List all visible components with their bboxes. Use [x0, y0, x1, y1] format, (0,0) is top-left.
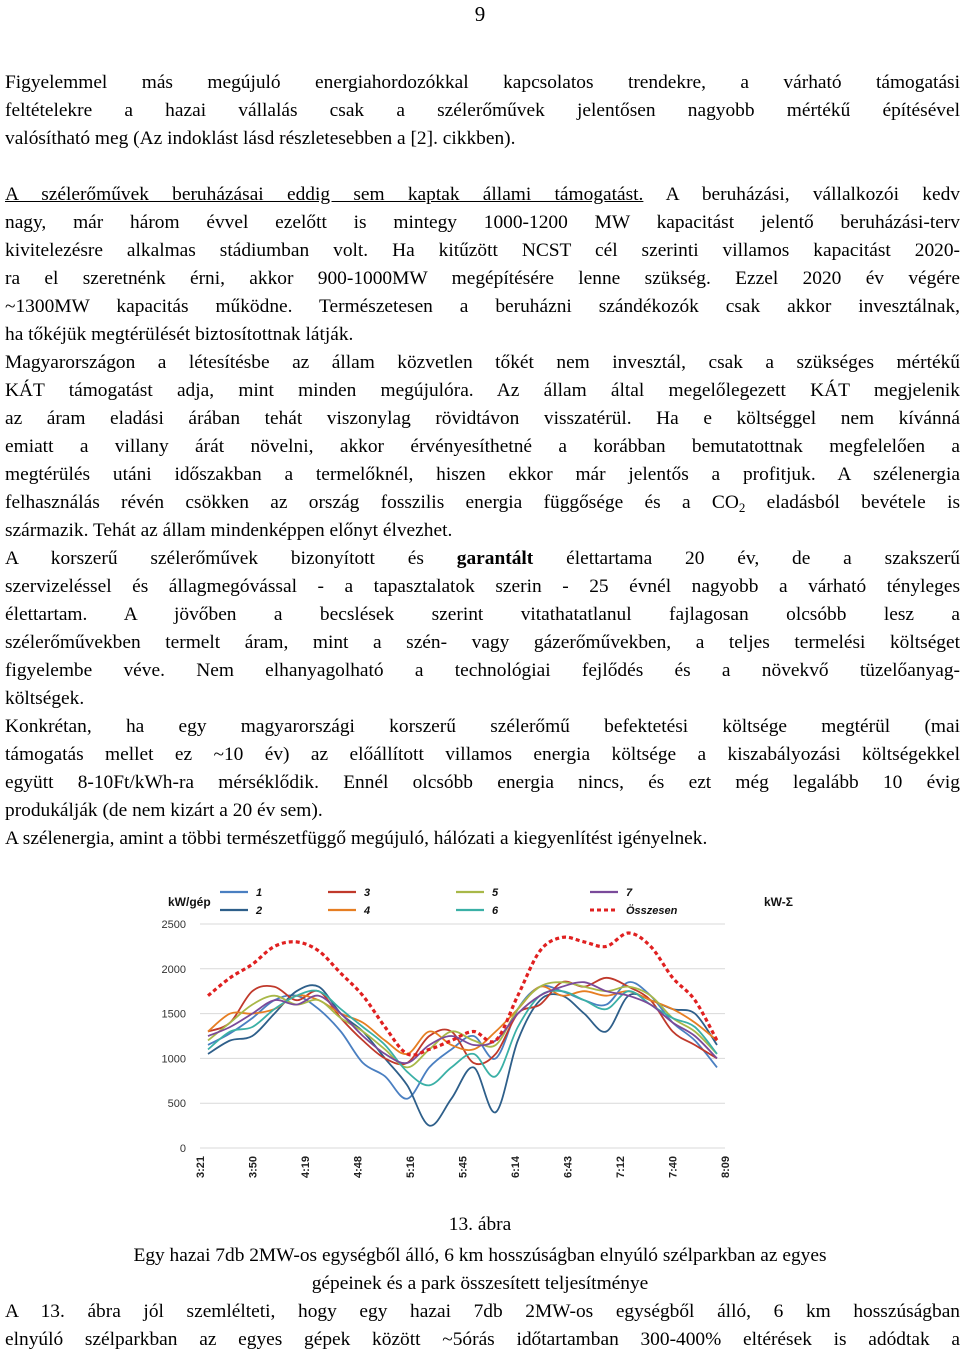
y-tick-label: 500	[167, 1098, 186, 1111]
y-tick-label: 1000	[161, 1053, 186, 1066]
text-line	[5, 825, 960, 853]
text-run: élettartam. A jövőben a becslések szerint vitathatatlanul fajlagosan olcsóbb lesz a	[5, 604, 960, 625]
legend-label: 5	[492, 887, 499, 899]
text-run: együtt 8-10Ft/kWh-ra mérséklődik. Ennél olcsóbb energia nincs, és ezt még legalább 10 évig	[5, 772, 960, 793]
text-line	[5, 181, 960, 209]
text-run: Magyarországon a létesítésbe az állam közvetlen tőkét nem invesztál, csak a szükséges mértékű	[5, 352, 960, 373]
text-run: Konkrétan, ha egy magyarországi korszerű szélerőmű befektetési költsége megtérül (mai	[5, 716, 960, 737]
text-line	[5, 1326, 960, 1354]
text-line	[5, 69, 960, 97]
text-line	[5, 713, 960, 741]
text-line	[5, 1298, 960, 1326]
text-line	[5, 461, 960, 489]
y-tick-label: 2500	[161, 919, 186, 931]
text-run: felhasználás révén csökken az ország fosszilis energia függősége és a CO	[5, 492, 739, 513]
page-number: 9	[474, 2, 486, 26]
text-run: emiatt a villany árát növelni, akkor érvényesíthetné a korábban bemutatottnak megfelelően a	[5, 436, 960, 457]
subscript: 2	[738, 500, 746, 515]
text-line	[5, 545, 960, 573]
y-tick-label: 0	[179, 1143, 186, 1155]
text-line	[5, 489, 960, 517]
text-run: figyelembe véve. Nem elhanyagolható a technológiai fejlődés és a növekvő tüzelőanyag-	[5, 660, 960, 681]
y-axis-title-right: kW-Σ	[764, 895, 793, 909]
text-line	[5, 265, 960, 293]
text-run: Figyelemmel más megújuló energiahordozókkal kapcsolatos trendekre, a várható támogatási	[5, 72, 960, 93]
text-line	[5, 321, 960, 349]
paragraph	[5, 69, 960, 153]
y-tick-label: 2000	[161, 963, 186, 976]
text-run: A beruházási, vállalkozói kedv	[643, 184, 960, 205]
text-line	[5, 293, 960, 321]
text-run: A szélenergia, amint a többi természetfüggő megújuló, hálózati a kiegyenlítést igényelnek.	[5, 828, 708, 849]
y-axis-title-left: kW/gép	[168, 895, 211, 909]
x-tick-label: 6:43	[562, 1156, 575, 1179]
text-line	[5, 601, 960, 629]
legend-label: Összesen	[626, 905, 678, 917]
text-run: megtérülés utáni időszakban a termelőknél, hiszen ekkor már jelentős a profitjuk. A szélenergia	[5, 464, 960, 485]
x-tick-label: 3:21	[195, 1156, 207, 1179]
text-run: nagy, már három évvel ezelőtt is mintegy 1000-1200 MW kapacitást jelentő beruházási-terv	[5, 212, 960, 233]
x-tick-label: 7:40	[667, 1156, 680, 1179]
x-tick-label: 5:45	[457, 1156, 470, 1179]
text-line	[5, 517, 960, 545]
text-line	[5, 237, 960, 265]
text-line	[5, 97, 960, 125]
text-run: szervizeléssel és állagmegóvással - a tapasztalatok szerin - 25 évnél nagyobb a várható tényleges	[5, 576, 960, 597]
legend-label: 1	[256, 887, 263, 899]
text-line	[5, 433, 960, 461]
figure-13	[150, 876, 810, 1211]
text-line	[5, 209, 960, 237]
figure-caption-line: gépeinek és a park összesített teljesítménye	[311, 1273, 649, 1294]
text-line	[5, 573, 960, 601]
legend-label: 3	[364, 887, 371, 899]
text-run: feltételekre a hazai vállalás csak a szélerőművek jelentősen nagyobb mértékű építésével	[5, 100, 960, 121]
text-run: az áram eladási árában tehát viszonylag rövidtávon visszatérül. Ha e költséggel nem kívánná	[5, 408, 960, 429]
text-run: ~1300MW kapacitás működne. Természetesen a beruházni szándékozók csak akkor invesztálnak,	[5, 296, 960, 317]
text-run: produkálják (de nem kizárt a 20 év sem).	[5, 800, 323, 821]
text-line	[5, 629, 960, 657]
text-line	[5, 741, 960, 769]
x-tick-label: 8:09	[720, 1156, 732, 1179]
text-run: szélerőművekben termelt áram, mint a szén- vagy gázerőművekben, a teljes termelési költséget	[5, 632, 960, 653]
text-run: élettartama 20 év, de a szakszerű	[533, 548, 960, 569]
text-line	[5, 685, 960, 713]
paragraph	[5, 181, 960, 853]
x-tick-label: 4:19	[300, 1156, 312, 1179]
text-run: támogatás mellet ez ~10 év) az előállított villamos energia költsége a kiszabályozási költségekkel	[5, 744, 960, 765]
x-tick-label: 4:48	[352, 1156, 365, 1179]
legend-label: 7	[626, 887, 633, 899]
legend-label: 4	[364, 905, 371, 917]
wind-park-power-chart	[150, 876, 810, 1211]
text-line	[5, 377, 960, 405]
paragraph	[5, 1298, 960, 1354]
text-line	[5, 125, 960, 153]
figure-caption-line: Egy hazai 7db 2MW-os egységből álló, 6 km hosszúságban elnyúló szélparkban az egyes	[133, 1245, 827, 1266]
text-run: valósítható meg (Az indoklást lásd részletesebben a [2]. cikkben).	[5, 128, 516, 149]
text-line	[5, 349, 960, 377]
legend-label: 6	[492, 905, 499, 917]
text-run: A 13. ábra jól szemlélteti, hogy egy hazai 7db 2MW-os egységből álló, 6 km hosszúságban	[5, 1301, 960, 1322]
x-tick-label: 3:50	[247, 1156, 260, 1179]
bold-word: garantált	[456, 548, 534, 569]
text-run: ra el szeretnénk érni, akkor 900-1000MW megépítésére lenne szükség. Ezzel 2020 év végére	[5, 268, 960, 289]
series-line-6	[208, 991, 717, 1086]
text-run: kivitelezésre alkalmas stádiumban volt. Ha kitűzött NCST cél szerinti villamos kapacitást 2020-	[5, 240, 960, 261]
x-tick-label: 5:16	[405, 1156, 417, 1179]
text-line	[5, 405, 960, 433]
text-line	[5, 769, 960, 797]
text-run: elnyúló szélparkban az egyes gépek között ~5órás időtartamban 300-400% eltérések is adódtak a	[5, 1329, 960, 1350]
legend-label: 2	[256, 905, 263, 917]
text-run: költségek.	[5, 688, 85, 709]
text-run: KÁT támogatást adja, mint minden megújulóra. Az állam által megelőlegezett KÁT megjelenik	[5, 380, 960, 401]
y-tick-label: 1500	[161, 1008, 186, 1021]
series-line-összesen	[208, 933, 717, 1055]
text-run: A korszerű szélerőművek bizonyított és	[5, 548, 457, 569]
text-run: ha tőkéjük megtérülését biztosítottnak látják.	[5, 324, 354, 345]
figure-caption	[30, 1242, 930, 1298]
figure-number: 13. ábra	[448, 1214, 512, 1235]
text-run: származik. Tehát az állam mindenképpen előnyt élvezhet.	[5, 520, 453, 541]
x-tick-label: 7:12	[615, 1156, 627, 1179]
text-run: eladásból bevétele is	[745, 492, 960, 513]
x-tick-label: 6:14	[510, 1156, 522, 1179]
text-line	[5, 797, 960, 825]
text-line	[5, 657, 960, 685]
underlined-sentence: A szélerőművek beruházásai eddig sem kaptak állami támogatást.	[5, 184, 644, 205]
series-line-7	[208, 982, 717, 1063]
series-line-2	[208, 985, 717, 1126]
